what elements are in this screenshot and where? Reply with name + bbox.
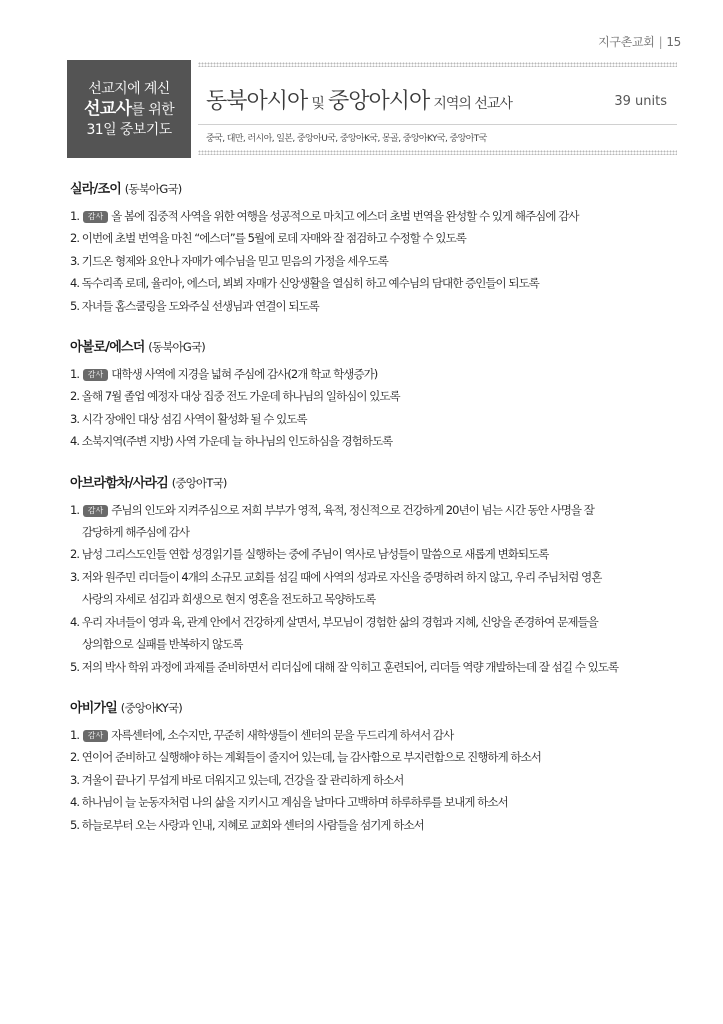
item-text-continued: 상의함으로 실패를 반복하지 않도록 [82, 637, 243, 652]
item-text: 남성 그리스도인들 연합 성경읽기를 실행하는 중에 주님이 역사로 남성들이 말씀으로 새롭게 변화되도록 [81, 547, 549, 562]
region-title [206, 84, 512, 115]
item-text: 소북지역(주변 지방) 사역 가운데 늘 하나님의 인도하심을 경험하도록 [81, 434, 393, 449]
item-number: 4. [70, 614, 80, 629]
thanks-badge: 감사 [83, 730, 108, 742]
item-number: 1. [70, 209, 80, 223]
item-text-continued: 감당하게 해주심에 감사 [82, 525, 189, 540]
item-number: 3. [70, 772, 80, 787]
header-separator: | [658, 35, 663, 49]
missionary-name: 아비가일 [70, 700, 118, 716]
item-text: 저와 원주민 리더들이 4개의 소규모 교회를 섬길 때에 사역의 성과로 자신을 증명하려 하지 않고, 우리 주님처럼 영혼 [81, 569, 602, 584]
item-text: 독수리족 로데, 율리아, 에스더, 뵈뵈 자매가 신앙생활을 열심히 하고 예수님의 담대한 증인들이 되도록 [81, 276, 539, 291]
item-number: 3. [70, 569, 80, 584]
prayer-item [70, 791, 670, 813]
item-text: 겨울이 끝나기 무섭게 바로 더워지고 있는데, 건강을 잘 관리하게 하소서 [81, 772, 404, 787]
units-count: 39 units [614, 94, 667, 109]
item-number: 2. [70, 750, 80, 765]
missionary-heading [70, 336, 670, 355]
prayer-item [70, 385, 670, 407]
item-text: 하늘로부터 오는 사랑과 인내, 지혜로 교회와 센터의 사람들을 섬기게 하소서 [81, 817, 424, 832]
item-text: 자녀들 홈스쿨링을 도와주실 선생님과 연결이 되도록 [81, 298, 319, 313]
missionary-section [70, 697, 670, 836]
item-number: 2. [70, 389, 80, 404]
dotted-rule-bottom [198, 150, 677, 155]
item-number: 1. [70, 727, 80, 742]
missionary-name: 실라/조이 [70, 182, 121, 197]
item-number: 2. [70, 547, 80, 562]
prayer-item [70, 430, 670, 452]
item-text: 올해 7월 졸업 예정자 대상 집중 전도 가운데 하나님의 일하심이 있도록 [81, 389, 400, 404]
missionary-name: 아브라함차/사라김 [70, 475, 169, 491]
item-text: 연이어 준비하고 실행해야 하는 계획들이 줄지어 있는데, 늘 감사함으로 부지런함으로 진행하게 하소서 [81, 750, 541, 765]
item-number: 2. [70, 231, 80, 246]
item-number: 4. [70, 795, 80, 810]
item-text: 시각 장애인 대상 섬김 사역이 활성화 될 수 있도록 [81, 411, 307, 426]
prayer-item [70, 814, 670, 836]
thanks-badge: 감사 [83, 211, 108, 223]
banner-line-3: 31일 중보기도 [86, 121, 172, 138]
missionary-heading [70, 178, 670, 197]
missionary-section [70, 472, 670, 678]
region-title-part1: 동북아시아 [206, 89, 308, 114]
prayer-item [70, 566, 670, 611]
prayer-list [70, 178, 670, 855]
church-name: 지구촌교회 [598, 35, 655, 49]
prayer-item [70, 250, 670, 272]
item-number: 4. [70, 276, 80, 291]
prayer-item [70, 499, 670, 544]
page-number: 15 [666, 35, 681, 49]
prayer-item [70, 272, 670, 294]
missionary-name: 아볼로/에스더 [70, 340, 145, 356]
region-tag: (중앙아KY국) [120, 700, 182, 715]
item-text-continued: 사랑의 자세로 섬김과 희생으로 현지 영혼을 전도하고 목양하도록 [82, 592, 376, 607]
item-text: 주님의 인도와 지켜주심으로 저희 부부가 영적, 육적, 정신적으로 건강하게 20년이 넘는 시간 동안 사명을 잘 [111, 502, 594, 517]
region-tag: (중앙아T국) [171, 475, 227, 490]
missionary-heading [70, 697, 670, 716]
prayer-item [70, 746, 670, 768]
item-number: 3. [70, 411, 80, 426]
page-header [598, 33, 681, 50]
item-text: 이번에 초벌 번역을 마친 “에스더”를 5월에 로데 자매와 잘 점검하고 수정할 수 있도록 [81, 231, 466, 246]
item-number: 1. [70, 502, 80, 517]
item-text: 기드온 형제와 요안나 자매가 예수님을 믿고 믿음의 가정을 세우도록 [81, 253, 388, 268]
missionary-section [70, 336, 670, 453]
prayer-item [70, 769, 670, 791]
region-banner [198, 60, 677, 158]
banner-line-1: 선교지에 계신 [88, 80, 170, 97]
prayer-item [70, 724, 670, 746]
country-list: 중국, 대만, 러시아, 일본, 중앙아U국, 중앙아K국, 몽골, 중앙아KY국, 중앙아T국 [206, 134, 487, 144]
prayer-item [70, 205, 670, 227]
prayer-item [70, 656, 670, 678]
prayer-item [70, 227, 670, 249]
item-text: 저의 박사 학위 과정에 과제를 준비하면서 리더십에 대해 잘 익히고 훈련되어, 리더들 역량 개발하는데 잘 섬길 수 있도록 [81, 659, 619, 674]
thanks-badge: 감사 [83, 369, 108, 381]
banner-line-2 [84, 99, 174, 120]
prayer-item [70, 295, 670, 317]
banner-bold-word: 선교사 [83, 98, 132, 119]
item-text: 올 봄에 집중적 사역을 위한 여행을 성공적으로 마치고 에스더 초벌 번역을 완성할 수 있게 해주심에 감사 [111, 209, 579, 223]
prayer-item [70, 363, 670, 385]
item-number: 5. [70, 298, 80, 313]
region-tag: (동북아G국) [148, 340, 205, 355]
item-text: 자륵센터에, 소수지만, 꾸준히 새학생들이 센터의 문을 두드리게 하셔서 감사 [111, 727, 454, 742]
thanks-badge: 감사 [83, 505, 108, 517]
region-title-suffix: 지역의 선교사 [433, 96, 512, 112]
banner-box [67, 60, 191, 158]
prayer-item [70, 543, 670, 565]
item-number: 3. [70, 253, 80, 268]
missionary-section [70, 178, 670, 317]
item-text: 하나님이 늘 눈동자처럼 나의 삶을 지키시고 계심을 날마다 고백하며 하루하루를 보내게 하소서 [81, 795, 508, 810]
region-title-conj: 및 [311, 96, 324, 112]
item-text: 우리 자녀들이 영과 육, 관계 안에서 건강하게 살면서, 부모님이 경험한 삶의 경험과 지혜, 신앙을 존경하여 문제들을 [81, 614, 598, 629]
item-text: 대학생 사역에 지경을 넓혀 주심에 감사(2개 학교 학생증가) [111, 367, 378, 382]
item-number: 1. [70, 367, 80, 382]
divider [198, 124, 677, 125]
region-title-part2: 중앙아시아 [327, 89, 430, 114]
dotted-rule-top [198, 62, 677, 67]
region-tag: (동북아G국) [124, 182, 182, 196]
missionary-heading [70, 472, 670, 491]
prayer-item [70, 611, 670, 656]
item-number: 5. [70, 817, 80, 832]
item-number: 4. [70, 434, 80, 449]
prayer-item [70, 408, 670, 430]
item-number: 5. [70, 659, 80, 674]
banner-line-2-rest: 를 위한 [131, 101, 175, 118]
